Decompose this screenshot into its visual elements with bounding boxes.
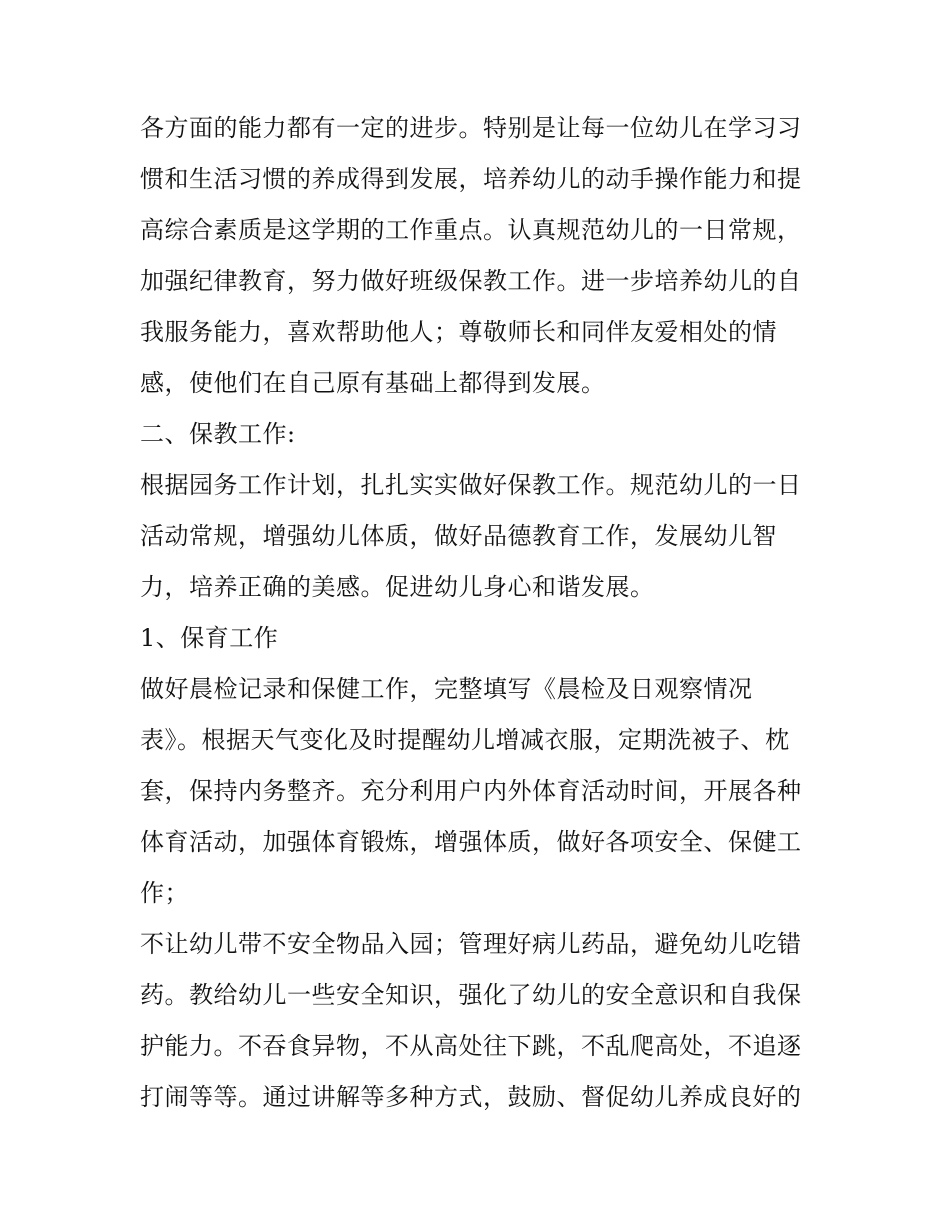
text-line: 不让幼儿带不安全物品入园；管理好病儿药品，避免幼儿吃错 (140, 930, 802, 958)
text-line: 作； (140, 879, 189, 907)
text-line: 我服务能力，喜欢帮助他人；尊敬师长和同伴友爱相处的情 (140, 318, 777, 346)
section-heading: 二、保教工作: (140, 420, 296, 448)
text-line: 感，使他们在自己原有基础上都得到发展。 (140, 369, 606, 397)
subsection-heading: 1、保育工作 (140, 624, 279, 652)
text-line: 表》。根据天气变化及时提醒幼儿增减衣服，定期洗被子、枕 (140, 726, 790, 754)
text-line: 打闹等等。通过讲解等多种方式，鼓励、督促幼儿养成良好的 (140, 1083, 802, 1111)
text-line: 各方面的能力都有一定的进步。特别是让每一位幼儿在学习习 (140, 114, 802, 142)
text-line: 做好晨检记录和保健工作，完整填写《晨检及日观察情况 (140, 675, 753, 703)
text-line: 加强纪律教育，努力做好班级保教工作。进一步培养幼儿的自 (140, 267, 802, 295)
text-line: 活动常规，增强幼儿体质，做好品德教育工作，发展幼儿智 (140, 522, 777, 550)
text-line: 惯和生活习惯的养成得到发展，培养幼儿的动手操作能力和提 (140, 165, 802, 193)
text-line: 根据园务工作计划，扎扎实实做好保教工作。规范幼儿的一日 (140, 471, 802, 499)
text-line: 药。教给幼儿一些安全知识，强化了幼儿的安全意识和自我保 (140, 981, 802, 1009)
text-line: 体育活动，加强体育锻炼，增强体质，做好各项安全、保健工 (140, 828, 802, 856)
text-line: 套，保持内务整齐。充分利用户内外体育活动时间，开展各种 (140, 777, 802, 805)
text-line: 力，培养正确的美感。促进幼儿身心和谐发展。 (140, 573, 655, 601)
text-line: 护能力。不吞食异物，不从高处往下跳，不乱爬高处，不追逐 (140, 1032, 802, 1060)
text-line: 高综合素质是这学期的工作重点。认真规范幼儿的一日常规， (140, 216, 802, 244)
